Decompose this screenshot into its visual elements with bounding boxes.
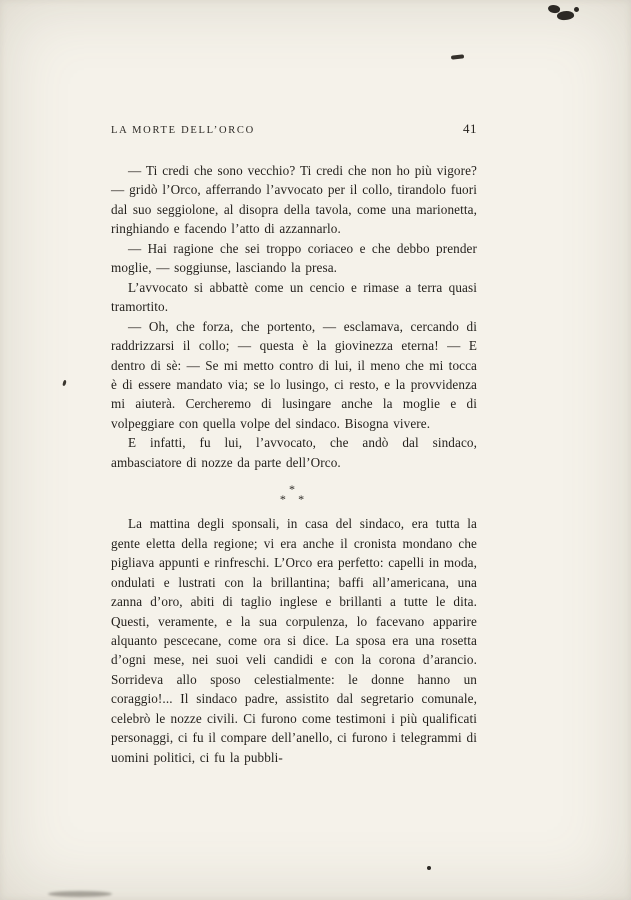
scan-speck [451,54,464,59]
paragraph: — Hai ragione che sei troppo coriaceo e che debbo prender moglie, — soggiunse, lasciando la presa. [111,240,477,276]
separator-top-row: * [289,482,299,497]
scan-speck [427,866,431,870]
scan-speck [62,380,66,387]
paragraph: La mattina degli sponsali, in casa del sindaco, era tutta la gente eletta della regione; vi era anche il cronista mondano che pigliava appunti e rinfreschi. L’Orco era perfetto: capelli in moda, ondulati e lustrati con la brillantina; baffi all’americana, una zanna d’oro, abiti di taglio inglese e brillanti a tutte le dita. Questi, veramente, e la sua corpulenza, lo facevano apparire alquanto pescecane, come ora si dice. La sposa era una rosetta d’ogni mese, nei suoi veli candidi e con la corona d’arancio. Sorrideva allo sposo celestialmente: le donne hanno un coraggio!... Il sindaco padre, assistito dal segretario comunale, celebrò le nozze civili. Ci furono come testimoni i più qualificati personaggi, ci fu il compare dell’anello, ci furono i telegrammi di uomini politici, ci fu la pubbli- [111,516,477,765]
paragraph: E infatti, fu lui, l’avvocato, che andò dal sindaco, ambasciatore di nozze da parte dell’Orco. [111,435,477,470]
scan-smudge [48,891,112,897]
text-block [111,161,477,767]
scan-speck [574,7,579,12]
paragraph: — Ti credi che sono vecchio? Ti credi che non ho più vigore? — gridò l’Orco, afferrando l’avvocato per il collo, tirandolo fuori dal suo seggiolone, al disopra della tavola, come una marionetta, ringhiando e facendo l’atto di azzannarlo. [111,163,477,237]
scan-speck [556,10,574,22]
paragraph: — Oh, che forza, che portento, — esclamava, cercando di raddrizzarsi il collo; — questa è la giovinezza eterna! — E dentro di sè: — Se mi metto contro di lui, il meno che mi tocca è di essere mandato via; se lo lusingo, ci resto, e la provvidenza mi aiuterà. Cercheremo di lusingare anche la moglie e di volpeggiare con quella volpe del sindaco. Bisogna vivere. [111,318,477,431]
running-head [111,121,477,137]
running-title: LA MORTE DELL’ORCO [111,125,255,136]
section-separator [111,482,477,507]
page-number: 41 [463,121,477,136]
paragraph: L’avvocato si abbattè come un cencio e rimase a terra quasi tramortito. [111,279,477,315]
separator-bottom-row: * * [279,492,309,507]
